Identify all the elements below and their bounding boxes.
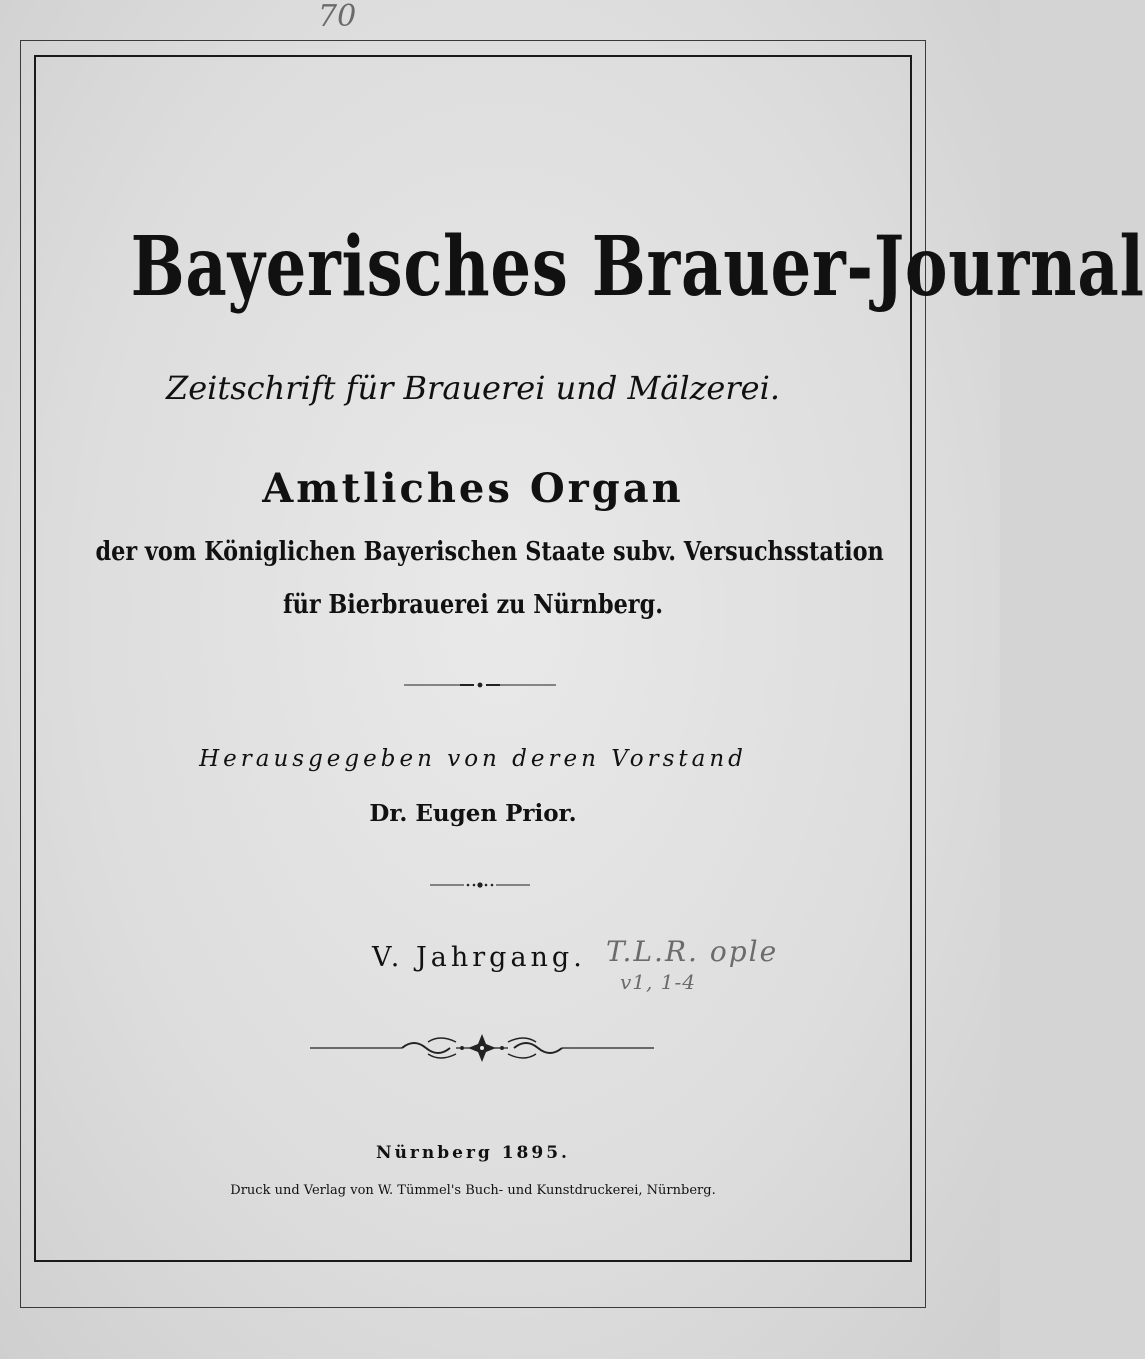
organ-heading: Amtliches Organ xyxy=(262,465,684,512)
organ-description-line-1: der vom Königlichen Bayerischen Staate subv. Versuchsstation xyxy=(95,537,884,567)
journal-title: Bayerisches Brauer-Journal xyxy=(130,219,1145,315)
handwritten-note-1: T.L.R. ople xyxy=(606,935,779,968)
flourish-ornament xyxy=(310,1028,654,1068)
handwritten-note-2: v1, 1-4 xyxy=(620,970,696,994)
divider-ornament-1 xyxy=(400,678,560,692)
divider-ornament-2 xyxy=(428,878,532,892)
pencil-page-number: 70 xyxy=(318,0,357,34)
journal-subtitle: Zeitschrift für Brauerei und Mälzerei. xyxy=(165,369,780,407)
place-and-year: Nürnberg 1895. xyxy=(376,1143,570,1163)
editor-name: Dr. Eugen Prior. xyxy=(369,800,577,827)
volume-label: V. Jahrgang. xyxy=(372,942,586,973)
organ-description-line-2: für Bierbrauerei zu Nürnberg. xyxy=(282,590,664,620)
editor-label: Herausgegeben von deren Vorstand xyxy=(199,746,747,772)
printer-imprint: Druck und Verlag von W. Tümmel's Buch- und Kunstdruckerei, Nürnberg. xyxy=(230,1183,716,1198)
